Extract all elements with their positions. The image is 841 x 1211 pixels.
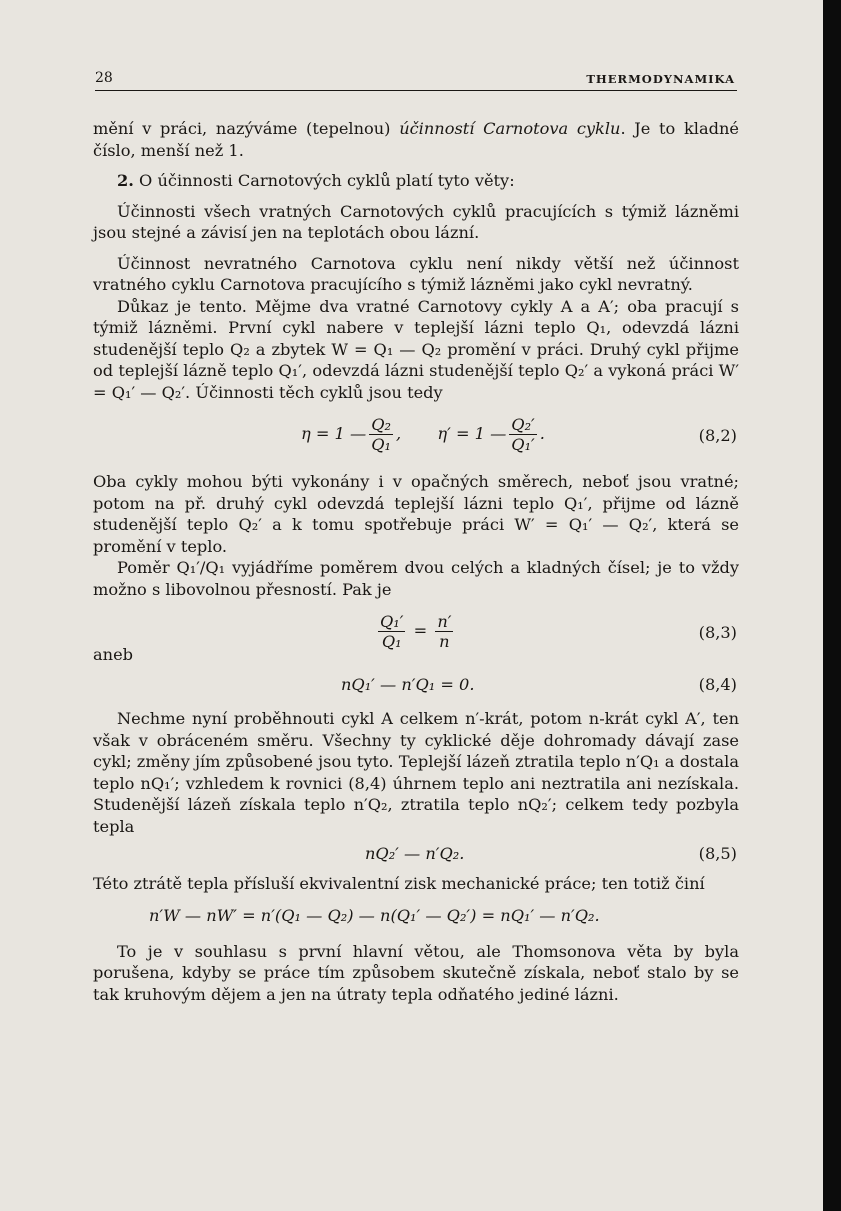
conjunction-aneb: aneb [93,645,134,664]
theorem-1: Účinnosti všech vratných Carnotových cyklů pracujících s týmiž lázněmi jsou stejné a závisí jen na teplotách obou lázní. [93,201,739,242]
eq-lhs: η = 1 — [301,424,367,443]
theorem-2: Účinnost nevratného Carnotova cyklu není nikdy větší než účinnost vratného cyklu Carnotova pracujícího s týmiž lázněmi jako cykl nevratný. [93,253,739,294]
fraction [369,415,393,454]
numerator: Q₂′ [511,415,535,434]
equation-body: nQ₁′ — n′Q₁ = 0. [341,675,475,694]
equation-body [301,415,545,454]
denominator: Q₁ [381,632,402,651]
eq-end: . [539,424,545,443]
paragraph: Nechme nyní proběhnouti cykl A celkem n′-krát, potom n-krát cykl A′, ten však v obráceném směru. Všechny ty cyklické děje dohromady dávají zase cykl; změny jím způsobené jsou tyto. Teplejší lázeň ztratila teplo n′Q₁ a dostala teplo nQ₁′; vzhledem k rovnici (8,4) úhrnem teplo ani neztratila ani nezískala. Studenější lázeň získala teplo n′Q₂, ztratila teplo nQ₂′; celkem tedy pozbyla tepla [93,709,739,836]
equation-work [93,903,739,935]
equation-number: (8,5) [698,844,737,863]
equation-8-4 [93,672,739,700]
text-run: . Je to kladné číslo, menší než 1. [93,119,739,160]
equation-body: n′W — nW′ = n′(Q₁ — Q₂) — n(Q₁′ — Q₂′) = nQ₁′ — n′Q₂. [149,905,600,925]
page-edge-shadow [823,0,841,1211]
equation-body: nQ₂′ — n′Q₂. [365,844,465,863]
numerator: n′ [437,612,452,631]
eq-sign: = [413,621,428,640]
paragraph: Poměr Q₁′/Q₁ vyjádříme poměrem dvou celých a kladných čísel; je to vždy možno s libovolnou přesností. Pak je [93,558,739,599]
section-number: 2. [117,171,134,190]
running-title: THERMODYNAMIKA [586,72,735,86]
paragraph: To je v souhlasu s první hlavní větou, ale Thomsonova věta by byla porušena, kdyby se práce tím způsobem skutečně získala, neboť stalo by se tak kruhovým dějem a jen na útraty tepla odňatého jediné lázni. [93,941,739,1004]
denominator: n [439,632,450,651]
numerator: Q₂ [371,415,391,434]
equation-8-3 [93,608,739,664]
paragraph: Této ztrátě tepla přísluší ekvivalentní zisk mechanické práce; ten totiž činí [93,874,705,893]
equation-8-5 [93,841,739,869]
numerator: Q₁′ [380,612,404,631]
paragraph: Oba cykly mohou býti vykonány i v opačných směrech, neboť jsou vratné; potom na př. druhý cykl odevzdá teplejší lázni teplo Q₁′, přijme od lázně studenější teplo Q₂′ a k tomu spotřebuje práci W′ = Q₁′ — Q₂′, která se promění v teplo. [93,472,739,556]
paragraph [93,118,739,161]
eq-lhs: η′ = 1 — [437,424,507,443]
fraction [435,612,453,651]
equation-number: (8,3) [698,623,737,642]
paragraph [93,170,739,192]
text-run: mění v práci, nazýváme (tepelnou) [93,119,400,138]
denominator: Q₁′ [511,435,535,454]
fraction [378,612,405,651]
eq-separator: , [395,424,402,443]
denominator: Q₁ [371,435,391,454]
page-body [93,118,739,1005]
equation-number: (8,2) [698,426,737,445]
emphasis: účinností Carnotova cyklu [399,119,621,138]
paragraph: Důkaz je tento. Mějme dva vratné Carnotovy cykly A a A′; oba pracují s týmiž lázněmi. První cykl nabere v teplejší lázni teplo Q₁, odevzdá lázni studenější teplo Q₂ a zbytek W = Q₁ — Q₂ promění v práci. Druhý cykl přijme od teplejší lázně teplo Q₁′, odevzdá lázni studenější teplo Q₂′ a vykoná práci W′ = Q₁′ — Q₂′. Účinnosti těch cyklů jsou tedy [93,296,739,402]
fraction [509,415,536,454]
text-run: O účinnosti Carnotových cyklů platí tyto věty: [133,171,515,190]
equation-8-2 [93,411,739,463]
page-number: 28 [95,70,113,86]
equation-number: (8,4) [698,675,737,694]
running-header [95,68,737,91]
equation-body [375,612,456,651]
